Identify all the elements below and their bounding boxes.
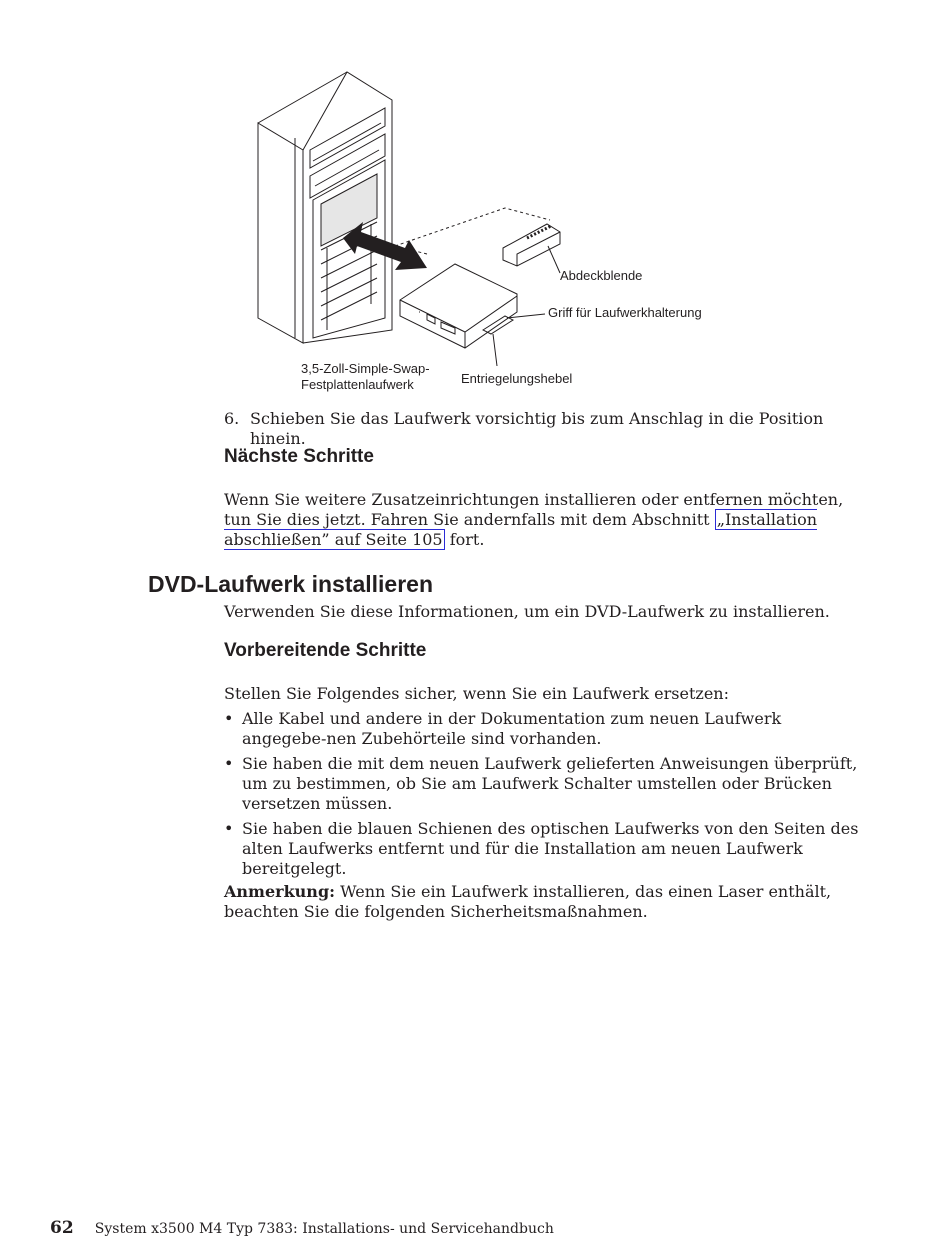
next-steps-text-end: fort. — [444, 530, 485, 549]
callout-drive-line1: 3,5-Zoll-Simple-Swap- — [301, 361, 430, 376]
note-paragraph — [224, 882, 864, 922]
drive-installation-figure — [255, 68, 725, 398]
prep-intro: Stellen Sie Folgendes sicher, wenn Sie ein Laufwerk ersetzen: — [224, 684, 729, 703]
next-steps-paragraph — [224, 490, 864, 550]
step-number: 6. — [224, 409, 240, 428]
prep-heading: Vorbereitende Schritte — [224, 640, 427, 661]
server-drive-illustration — [255, 68, 725, 398]
next-steps-heading: Nächste Schritte — [224, 446, 374, 467]
callout-lever: Entriegelungshebel — [461, 371, 573, 386]
step-text: Schieben Sie das Laufwerk vorsichtig bis zum Anschlag in die Position hinein. — [250, 409, 824, 448]
callout-handle: Griff für Laufwerkhalterung — [548, 305, 702, 320]
callout-cover: Abdeckblende — [560, 268, 643, 283]
footer-title: System x3500 M4 Typ 7383: Installations- und Servicehandbuch — [94, 1221, 554, 1237]
installation-complete-link[interactable]: „Installation abschließen” auf Seite 105 — [224, 510, 818, 549]
next-steps-text: Wenn Sie weitere Zusatzeinrichtungen installieren oder entfernen möchten, tun Sie dies jetzt. Fahren Sie andernfalls mit dem Abschnitt — [224, 490, 844, 529]
page-number: 62 — [50, 1218, 74, 1238]
note-text: Wenn Sie ein Laufwerk installieren, das einen Laser enthält, beachten Sie die folgenden Sicherheitsmaßnahmen. — [224, 882, 832, 921]
section-heading: DVD-Laufwerk installieren — [148, 571, 434, 597]
list-item: • Alle Kabel und andere in der Dokumentation zum neuen Laufwerk angegebe-nen Zubehörteile sind vorhanden. — [224, 709, 869, 749]
page-footer — [50, 1218, 554, 1239]
list-item: • Sie haben die mit dem neuen Laufwerk gelieferten Anweisungen überprüft, um zu bestimmen, ob Sie am Laufwerk Schalter umstellen oder Brücken versetzen müssen. — [224, 754, 869, 814]
section-intro: Verwenden Sie diese Informationen, um ein DVD-Laufwerk zu installieren. — [224, 602, 830, 621]
callout-drive-line2: Festplattenlaufwerk — [301, 377, 414, 392]
list-item: • Sie haben die blauen Schienen des optischen Laufwerks von den Seiten des alten Laufwerks entfernt und für die Installation am neuen Laufwerk bereitgelegt. — [224, 819, 869, 879]
note-label: Anmerkung: — [224, 882, 336, 901]
prep-bullet-list — [224, 709, 869, 884]
